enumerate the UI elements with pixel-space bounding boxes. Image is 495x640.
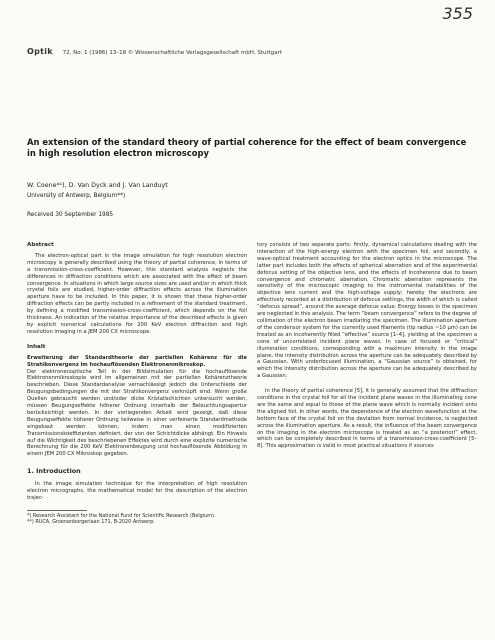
received-date: Received 30 September 1985 [27, 212, 114, 218]
introduction-heading: 1. Introduction [27, 467, 81, 476]
inhalt-heading: Inhalt [27, 343, 46, 350]
body-paragraph-1: tory consists of two separate parts: firstly, dynamical calculations dealing with the interaction of the high-energy electron with the specimen foil, and secondly, a wave-optical treatment accounting for the electron optics in the microscope. The latter part includes both the effects of spherical aberration and of the experimental defocus setting of the objective lens, and the effects of incoherence due to beam convergence and chromatic aberration. Chromatic aberration represents the sensitivity of the microscopic imaging to the instrumental instabilities of the objective lens current and the high-voltage supply; hereby the electrons are effectively recorded at a distribution of defocus settings, the width of which is called “defocus spread”, around the average defocus value. Energy losses in the specimen are neglected in this analysis. The term “beam convergence” refers to the degree of collimation of the electron beam irradiating the specimen. The illumination aperture of the condensor system for the currently used filaments (tip radius ~10 µm) can be treated as an incoherently filled “effective” source [1–4], yielding at the specimen a cone of uncorrelated incident plane waves. In case of focused or “critical” illumination conditions, corresponding with a maximum intensity in the image plane, the intensity distribution across the aperture can be adequately described by a Gaussian. With underfocused illumination, a “Gaussian source” is obtained, for which the intensity distribution across the aperture can be adequately described by a Gaussian. [257, 242, 477, 380]
introduction-text: In the image simulation technique for the interpretation of high resolution electron micrographs, the mathematical model for the description of the electron trajec- [27, 481, 247, 501]
affiliation: University of Antwerp, Belgium**) [27, 193, 126, 199]
footnote-rule [27, 510, 87, 511]
journal-header [27, 47, 427, 56]
inhalt-text: Der elektronenoptische Teil in der Bildsimulation für die hochauflösende Elektronenmikroskopie wird im allgemeinen mit der partiellen Kohärenztheorie beschrieben. Diese Standardanalyse vernachlässigt jedoch die Unterschiede der Beugungsbedingungen die mit der Strahlkonvergenz verknüpft sind. Wenn große Quellen gebraucht werden und/oder dicke Kristallschichten untersucht werden, müssen Beugungseffekte höherer Ordnung innerhalb der Beleuchtungsapertur berücksichtigt werden. In der vorliegenden Arbeit wird gezeigt, daß diese Beugungseffekte höherer Ordnung teilweise in einer verfeinerte Standardmethode eingebaut werden können, indem man einen modifizierten Transmissionskoeffizienten definiert, der von der Schichtdicke abhängt. Ein Hinweis auf die Wichtigkeit des beschriebenen Effektes wird durch eine explizite numerische Berechnung für die 200 KeV Elektronenbeugung und hochauflösende Abbildung in einem JEM 200 CX Mikroskop gegeben. [27, 368, 247, 458]
left-column [27, 242, 247, 525]
inhalt-subtitle: Erweiterung der Standardtheorie der partiellen Kohärenz für die Strahlkonvergenz im hochauflösenden Elektronenmikroskop. [27, 354, 247, 368]
abstract-text: The electron-optical part in the image simulation for high resolution electron microscopy is generally described using the theory of partial coherence, in terms of a transmission-cross-coefficient. However, this standard analysis neglects the differences in diffraction conditions which are associated with the effect of beam convergence. In situations in which large source sizes are used and/or in which thick crystal foils are studied, higher-order diffraction effects across the illumination aperture have to be included. In this paper, it is shown that these higher-order diffraction effects can be partly included in a refinement of the standard treatment, by defining a modified transmission-cross-coefficient, which depends on the foil thickness. An indication of the relative importance of the described effects is given by explicit numerical calculations for 200 KeV electron diffraction and high resolution imaging in a JEM 200 CX microscope. [27, 252, 247, 335]
footnote-1: *) Research Assistant for the National Fund for Scientific Research (Belgium). [27, 512, 216, 519]
footnote-2: **) RUCA, Groenenborgerlaan 171, B-2020 Antwerp. [27, 519, 155, 526]
authors: W. Coene*¹), D. Van Dyck and J. Van Landuyt [27, 182, 168, 189]
journal-citation: 72, No. 1 (1986) 13–18 © Wissenschaftliche Verlagsgesellschaft mbH, Stuttgart [62, 50, 283, 56]
paper-title: An extension of the standard theory of partial coherence for the effect of beam convergence in high resolution electron microscopy [27, 137, 467, 158]
page-number: 355 [442, 4, 473, 23]
body-paragraph-2: In the theory of partial coherence [5], it is generally assumed that the diffraction conditions in the crystal foil for all the incident plane waves in the illuminating cone are the same and equal to those of the plane wave which is normally incident onto the aligned foil. In other words, the dependence of the electron wavefunction at the bottom face of the crystal foil on the deviation from normal incidence, is neglected across the illumination aperture. As a result, the influence of the beam convergence on the imaging in the electron microscope is treated as an “a posteriori” effect, which can be completely described in terms of a transmission-cross-coefficient [5–8]. This approximation is valid in most practical situations if sources [257, 388, 477, 450]
right-column [257, 242, 477, 458]
abstract-heading: Abstract [27, 242, 54, 248]
journal-logo: Optik [27, 47, 53, 56]
